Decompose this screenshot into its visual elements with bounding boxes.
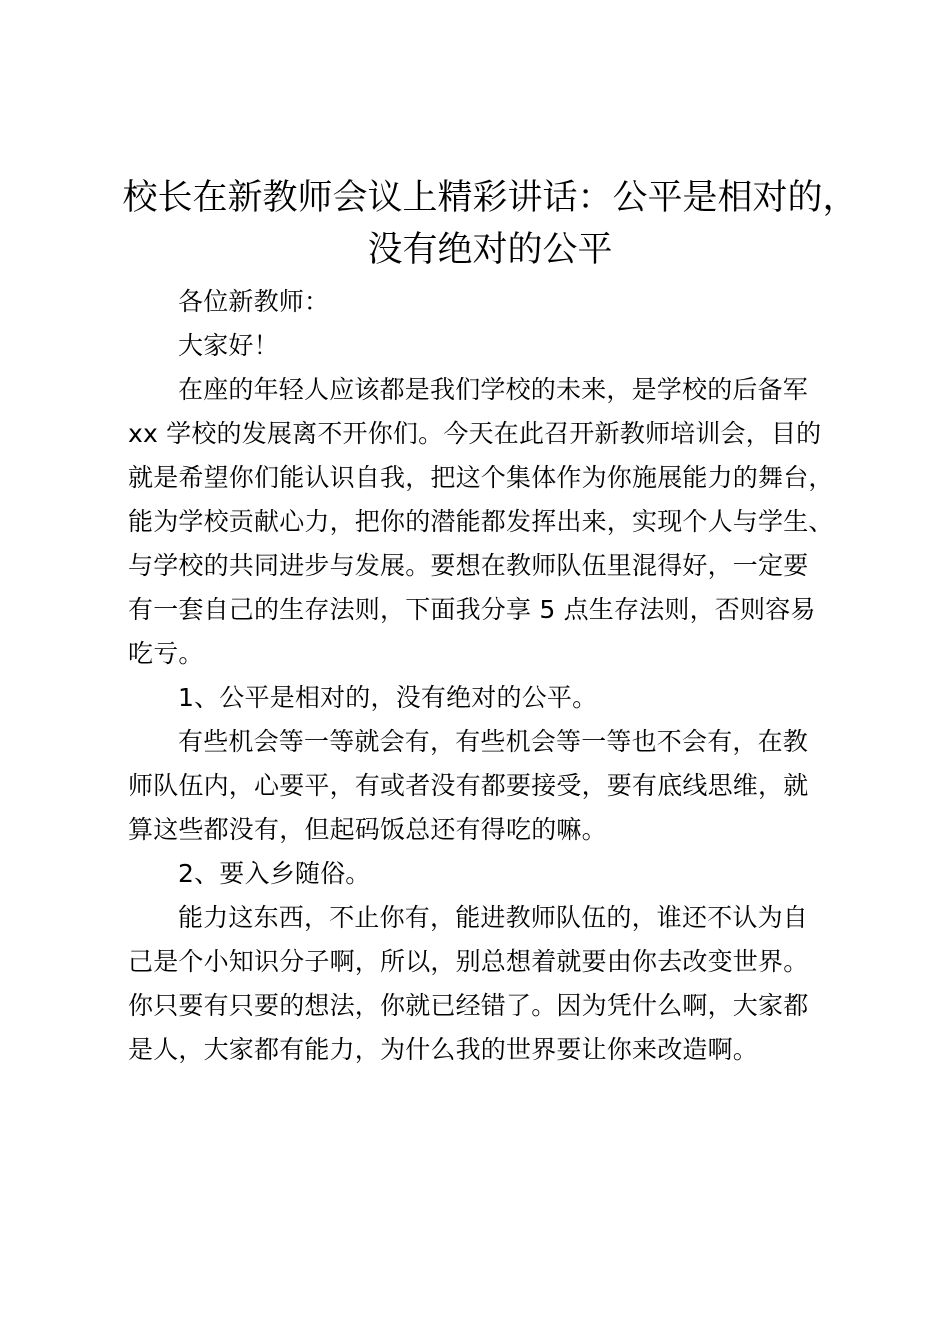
paragraph-line: 师队伍内，心要平，有或者没有都要接受，要有底线思维，就 xyxy=(128,771,809,800)
point2-body xyxy=(128,896,868,1072)
hello: 大家好！ xyxy=(178,331,279,360)
paragraph-line: 与学校的共同进步与发展。要想在教师队伍里混得好，一定要 xyxy=(128,551,809,580)
paragraph-line: 能为学校贡献心力，把你的潜能都发挥出来，实现个人与学生、 xyxy=(128,507,834,536)
paragraph-line: 有些机会等一等就会有，有些机会等一等也不会有，在教 xyxy=(178,727,809,756)
paragraph-line: 己是个小知识分子啊，所以，别总想着就要由你去改变世界。 xyxy=(128,947,809,976)
point2-heading: 2、要入乡随俗。 xyxy=(178,859,371,888)
point1-heading: 1、公平是相对的，没有绝对的公平。 xyxy=(178,683,598,712)
title-line-1: 校长在新教师会议上精彩讲话：公平是相对的， xyxy=(122,178,858,218)
document-body xyxy=(128,280,868,1072)
paragraph-line: 算这些都没有，但起码饭总还有得吃的嘛。 xyxy=(128,815,607,844)
paragraph-line: 在座的年轻人应该都是我们学校的未来，是学校的后备军 xyxy=(178,375,809,404)
point1-body xyxy=(128,720,868,852)
document-title xyxy=(110,172,870,276)
paragraph-line: 你只要有只要的想法，你就已经错了。因为凭什么啊，大家都 xyxy=(128,991,809,1020)
paragraph-line: 有一套自己的生存法则，下面我分享 5 点生存法则，否则容易 xyxy=(128,595,816,624)
greeting: 各位新教师： xyxy=(178,287,330,316)
paragraph-intro xyxy=(128,368,868,676)
title-line-2: 没有绝对的公平 xyxy=(367,230,613,270)
paragraph-line: 是人，大家都有能力，为什么我的世界要让你来改造啊。 xyxy=(128,1035,759,1064)
paragraph-line: 吃亏。 xyxy=(128,639,204,668)
paragraph-line: 就是希望你们能认识自我，把这个集体作为你施展能力的舞台， xyxy=(128,463,834,492)
paragraph-line: xx 学校的发展离不开你们。今天在此召开新教师培训会，目的 xyxy=(128,419,822,448)
paragraph-line: 能力这东西，不止你有，能进教师队伍的，谁还不认为自 xyxy=(178,903,809,932)
